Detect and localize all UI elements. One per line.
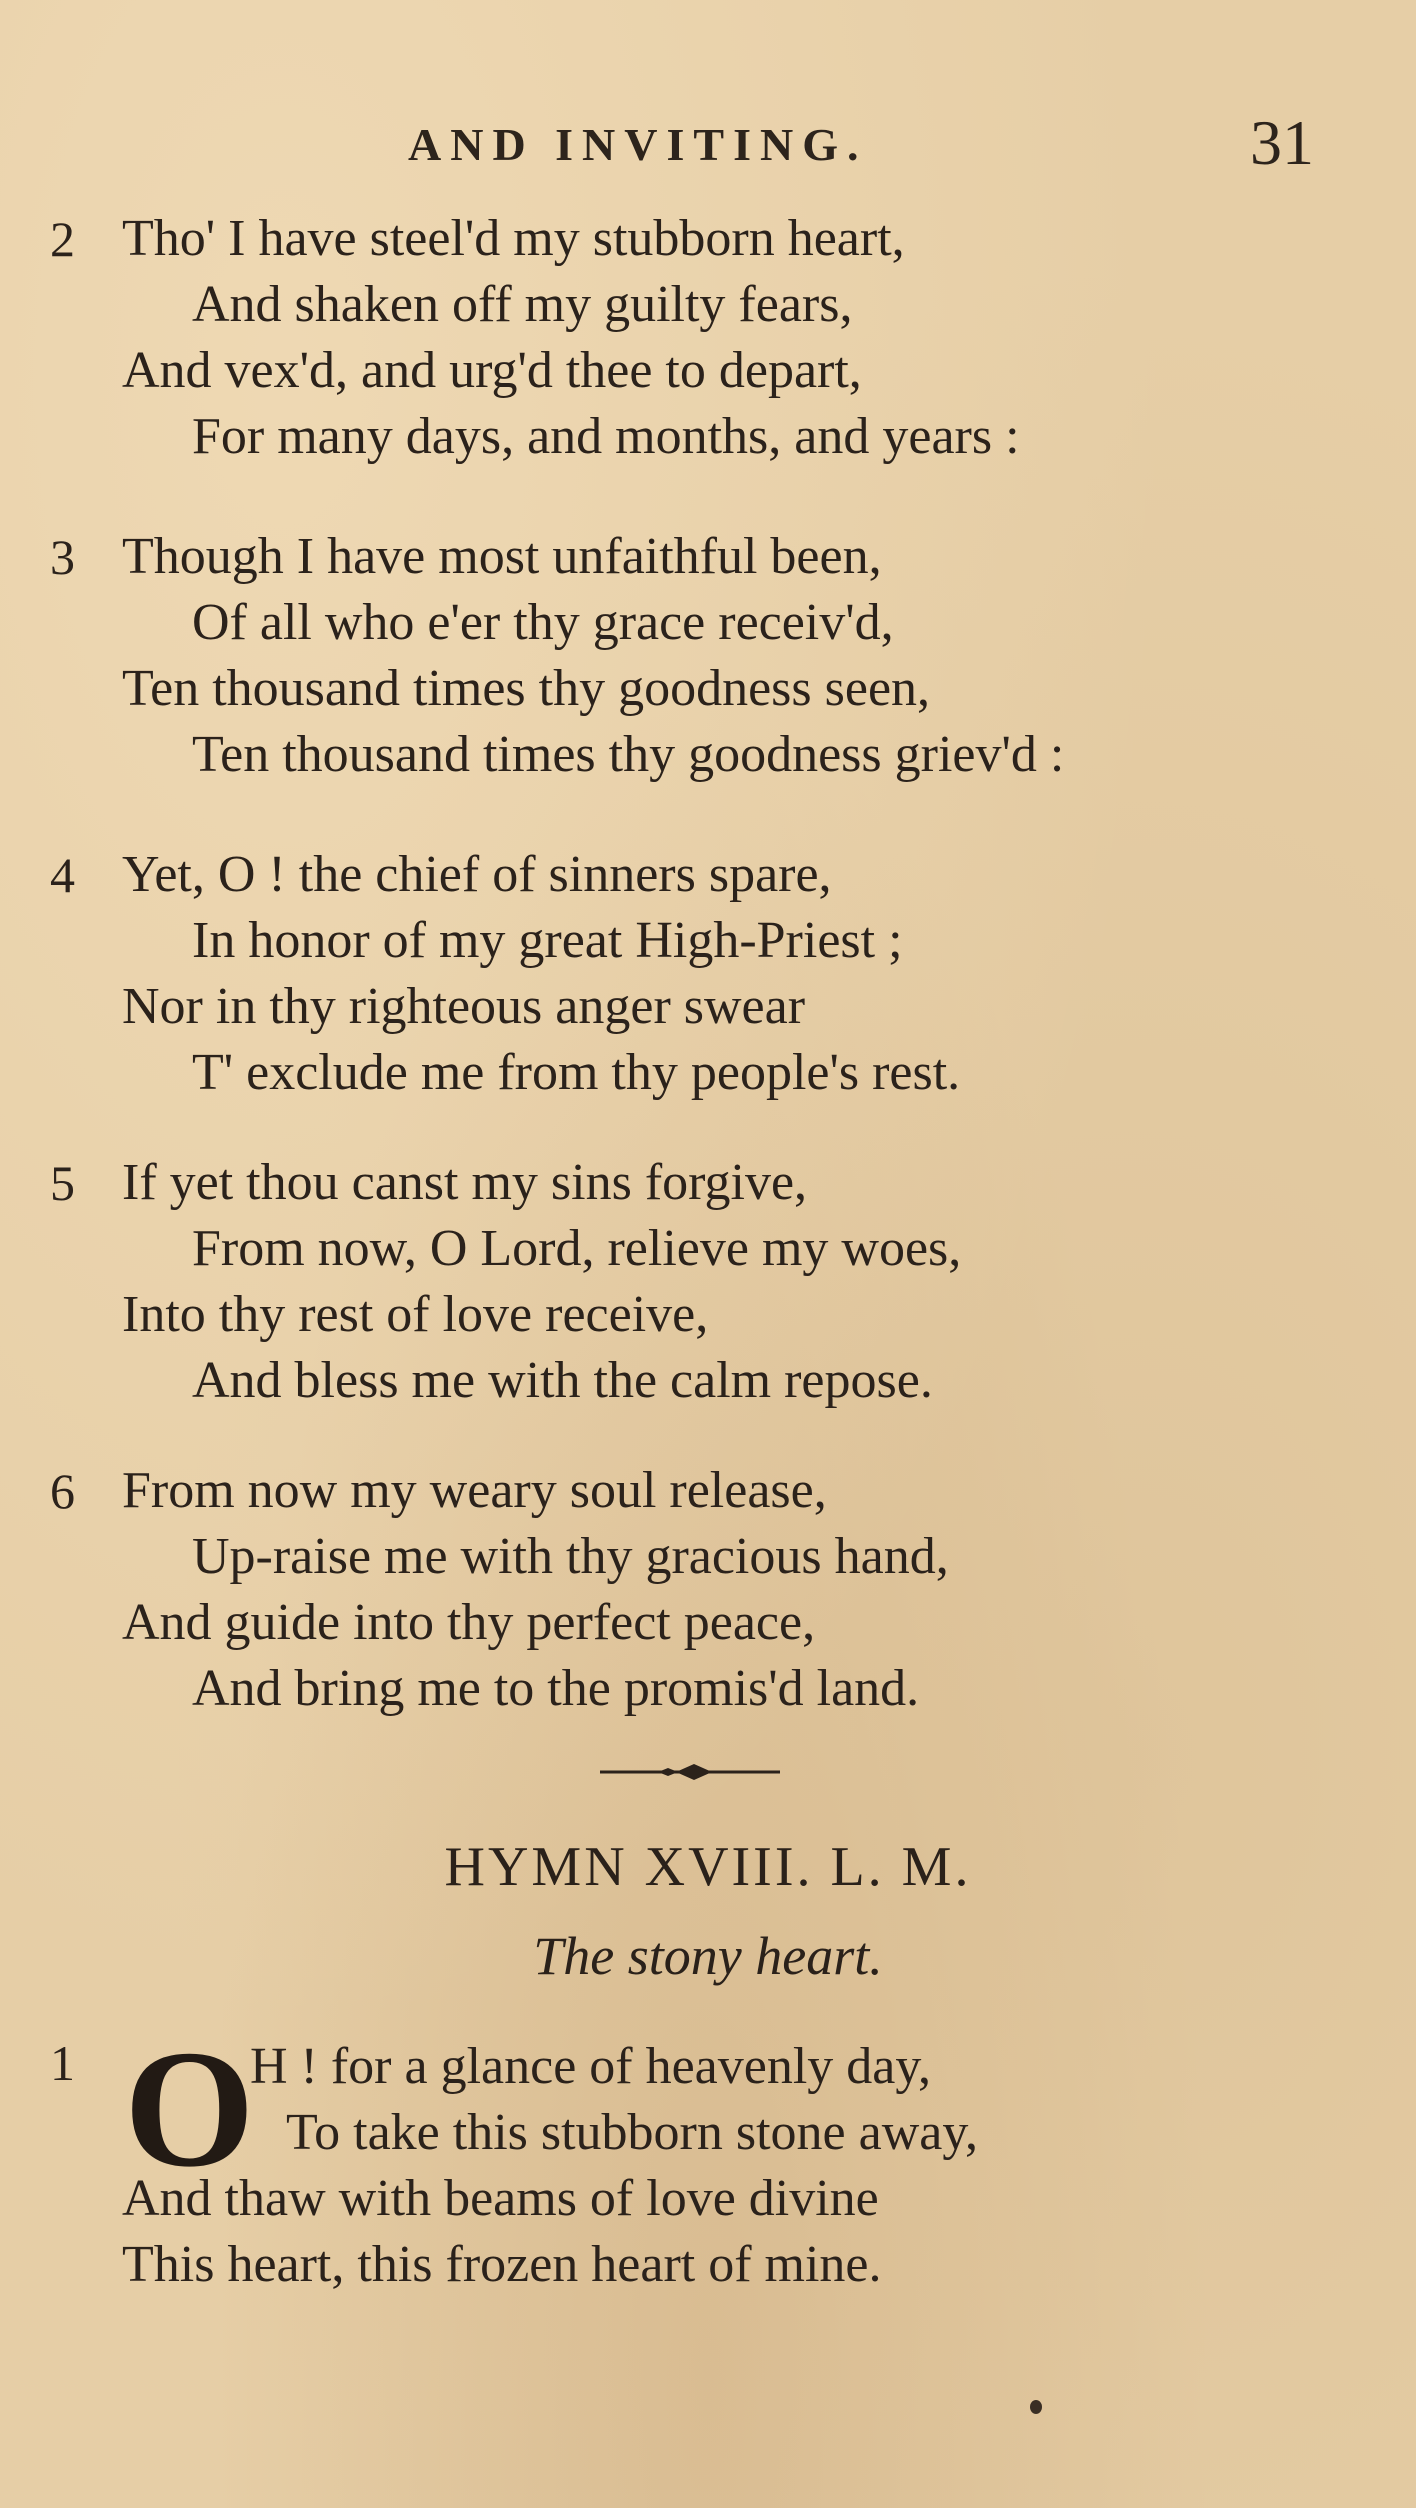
stanza-2 bbox=[0, 206, 1416, 470]
verse-line bbox=[0, 1040, 1416, 1106]
verse-line bbox=[0, 1216, 1416, 1282]
stanza-number: 3 bbox=[50, 529, 75, 585]
running-head: AND INVITING. bbox=[408, 119, 868, 170]
verse-text: In honor of my great High-Priest ; bbox=[192, 912, 903, 969]
verse-text: From now my weary soul release, bbox=[122, 1462, 827, 1519]
verse-text: Up-raise me with thy gracious hand, bbox=[192, 1528, 949, 1585]
stanza-number: 4 bbox=[50, 847, 75, 903]
stanza-4 bbox=[0, 842, 1416, 1106]
verse-text: Tho' I have steel'd my stubborn heart, bbox=[122, 210, 905, 267]
stanza-number: 1 bbox=[50, 2035, 75, 2091]
verse-line bbox=[0, 1524, 1416, 1590]
verse-line bbox=[0, 722, 1416, 788]
verse-line bbox=[0, 1458, 1416, 1524]
verse-line bbox=[0, 206, 1416, 272]
verse-line bbox=[0, 590, 1416, 656]
stanza-number: 6 bbox=[50, 1463, 75, 1519]
verse-text: And guide into thy perfect peace, bbox=[122, 1594, 816, 1651]
verse-line bbox=[0, 2232, 1416, 2298]
verse-line bbox=[0, 842, 1416, 908]
verse-line bbox=[0, 908, 1416, 974]
verse-text: Ten thousand times thy goodness seen, bbox=[122, 660, 931, 717]
verse-line bbox=[0, 1590, 1416, 1656]
verse-text: If yet thou canst my sins forgive, bbox=[122, 1154, 808, 1211]
verse-text: This heart, this frozen heart of mine. bbox=[122, 2236, 882, 2293]
verse-line bbox=[0, 1656, 1416, 1722]
page-number: 31 bbox=[1250, 107, 1314, 178]
verse-text: T' exclude me from thy people's rest. bbox=[192, 1044, 961, 1101]
verse-text: And shaken off my guilty fears, bbox=[192, 276, 853, 333]
stanza-number: 2 bbox=[50, 211, 75, 267]
verse-text: For many days, and months, and years : bbox=[192, 408, 1020, 465]
verse-text: Of all who e'er thy grace receiv'd, bbox=[192, 594, 894, 651]
verse-line bbox=[0, 338, 1416, 404]
verse-line bbox=[0, 974, 1416, 1040]
verse-text: Nor in thy righteous anger swear bbox=[122, 978, 806, 1035]
hymn-subtitle: The stony heart. bbox=[533, 1926, 883, 1986]
verse-line bbox=[0, 272, 1416, 338]
verse-line bbox=[0, 1150, 1416, 1216]
verse-text: Ten thousand times thy goodness griev'd : bbox=[192, 726, 1065, 783]
verse-text: Yet, O ! the chief of sinners spare, bbox=[122, 846, 832, 903]
ornament-divider-icon bbox=[598, 1760, 782, 1784]
verse-line bbox=[0, 1348, 1416, 1414]
verse-text: Though I have most unfaithful been, bbox=[122, 528, 882, 585]
verse-line bbox=[0, 2166, 1416, 2232]
page-header bbox=[0, 107, 1416, 188]
stanza-6 bbox=[0, 1458, 1416, 1722]
drop-cap: O bbox=[124, 2016, 255, 2202]
verse-text: Into thy rest of love receive, bbox=[122, 1286, 709, 1343]
verse-text: And thaw with beams of love divine bbox=[122, 2170, 879, 2227]
verse-line bbox=[0, 656, 1416, 722]
stanza-3 bbox=[0, 524, 1416, 788]
verse-line bbox=[0, 2034, 1416, 2100]
verse-line bbox=[0, 2100, 1416, 2166]
verse-line bbox=[0, 524, 1416, 590]
verse-line bbox=[0, 1282, 1416, 1348]
hymn-stanza-1 bbox=[0, 2016, 1416, 2298]
verse-text: And vex'd, and urg'd thee to depart, bbox=[122, 342, 862, 399]
verse-line bbox=[0, 404, 1416, 470]
stanza-number: 5 bbox=[50, 1155, 75, 1211]
verse-text: H ! for a glance of heavenly day, bbox=[250, 2038, 931, 2095]
stanza-5 bbox=[0, 1150, 1416, 1414]
verse-text: And bless me with the calm repose. bbox=[192, 1352, 933, 1409]
verse-text: To take this stubborn stone away, bbox=[286, 2104, 978, 2161]
verse-text: From now, O Lord, relieve my woes, bbox=[192, 1220, 962, 1277]
hymn-title: HYMN XVIII. L. M. bbox=[444, 1836, 972, 1898]
verse-text: And bring me to the promis'd land. bbox=[192, 1660, 920, 1717]
ink-speck bbox=[1030, 2400, 1042, 2414]
